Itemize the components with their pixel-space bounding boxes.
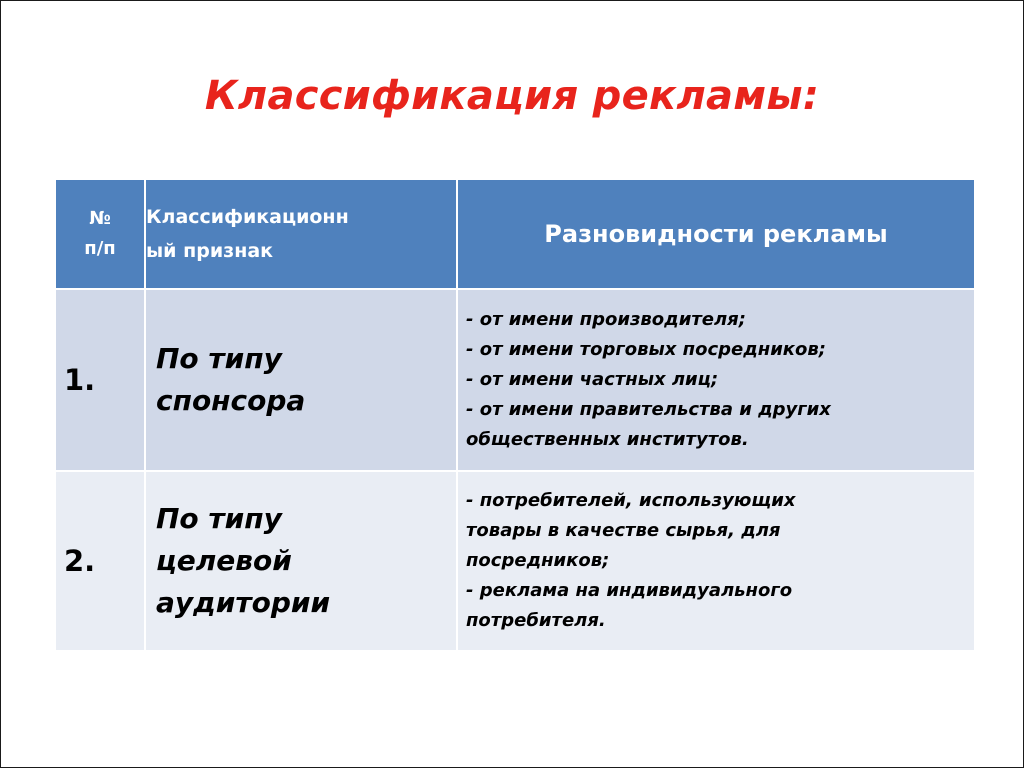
sign-line: целевой: [156, 544, 292, 577]
row-classification-sign: [145, 289, 457, 471]
sign-line: спонсора: [156, 384, 306, 417]
row-advertising-kinds: [457, 471, 975, 651]
kinds-line: - от имени частных лиц;: [466, 369, 719, 390]
slide-title: Классификация рекламы:: [204, 73, 820, 119]
table-row: [55, 289, 975, 471]
table-header-row: [55, 179, 975, 289]
kinds-line: - от имени производителя;: [466, 309, 746, 330]
header-number-line-1: №: [89, 208, 111, 229]
table-row: [55, 471, 975, 651]
header-sign-line-1: Классификационн: [146, 206, 349, 228]
kinds-line: - от имени правительства и других: [466, 399, 831, 420]
header-number-line-2: п/п: [84, 238, 116, 259]
classification-table: [54, 178, 976, 652]
kinds-line: - потребителей, использующих: [466, 490, 796, 511]
header-advertising-kinds: Разновидности рекламы: [457, 179, 975, 289]
kinds-line: товары в качестве сырья, для: [466, 520, 781, 541]
row-classification-sign: [145, 471, 457, 651]
kinds-line: потребителя.: [466, 610, 606, 631]
row-number: 2.: [55, 471, 145, 651]
sign-line: По типу: [156, 502, 282, 535]
header-number: [55, 179, 145, 289]
kinds-line: общественных институтов.: [466, 429, 749, 450]
row-number: 1.: [55, 289, 145, 471]
sign-line: аудитории: [156, 586, 331, 619]
header-sign-line-2: ый признак: [146, 240, 274, 262]
kinds-line: посредников;: [466, 550, 610, 571]
kinds-line: - реклама на индивидуального: [466, 580, 793, 601]
header-classification-sign: [145, 179, 457, 289]
row-advertising-kinds: [457, 289, 975, 471]
kinds-line: - от имени торговых посредников;: [466, 339, 826, 360]
sign-line: По типу: [156, 342, 282, 375]
